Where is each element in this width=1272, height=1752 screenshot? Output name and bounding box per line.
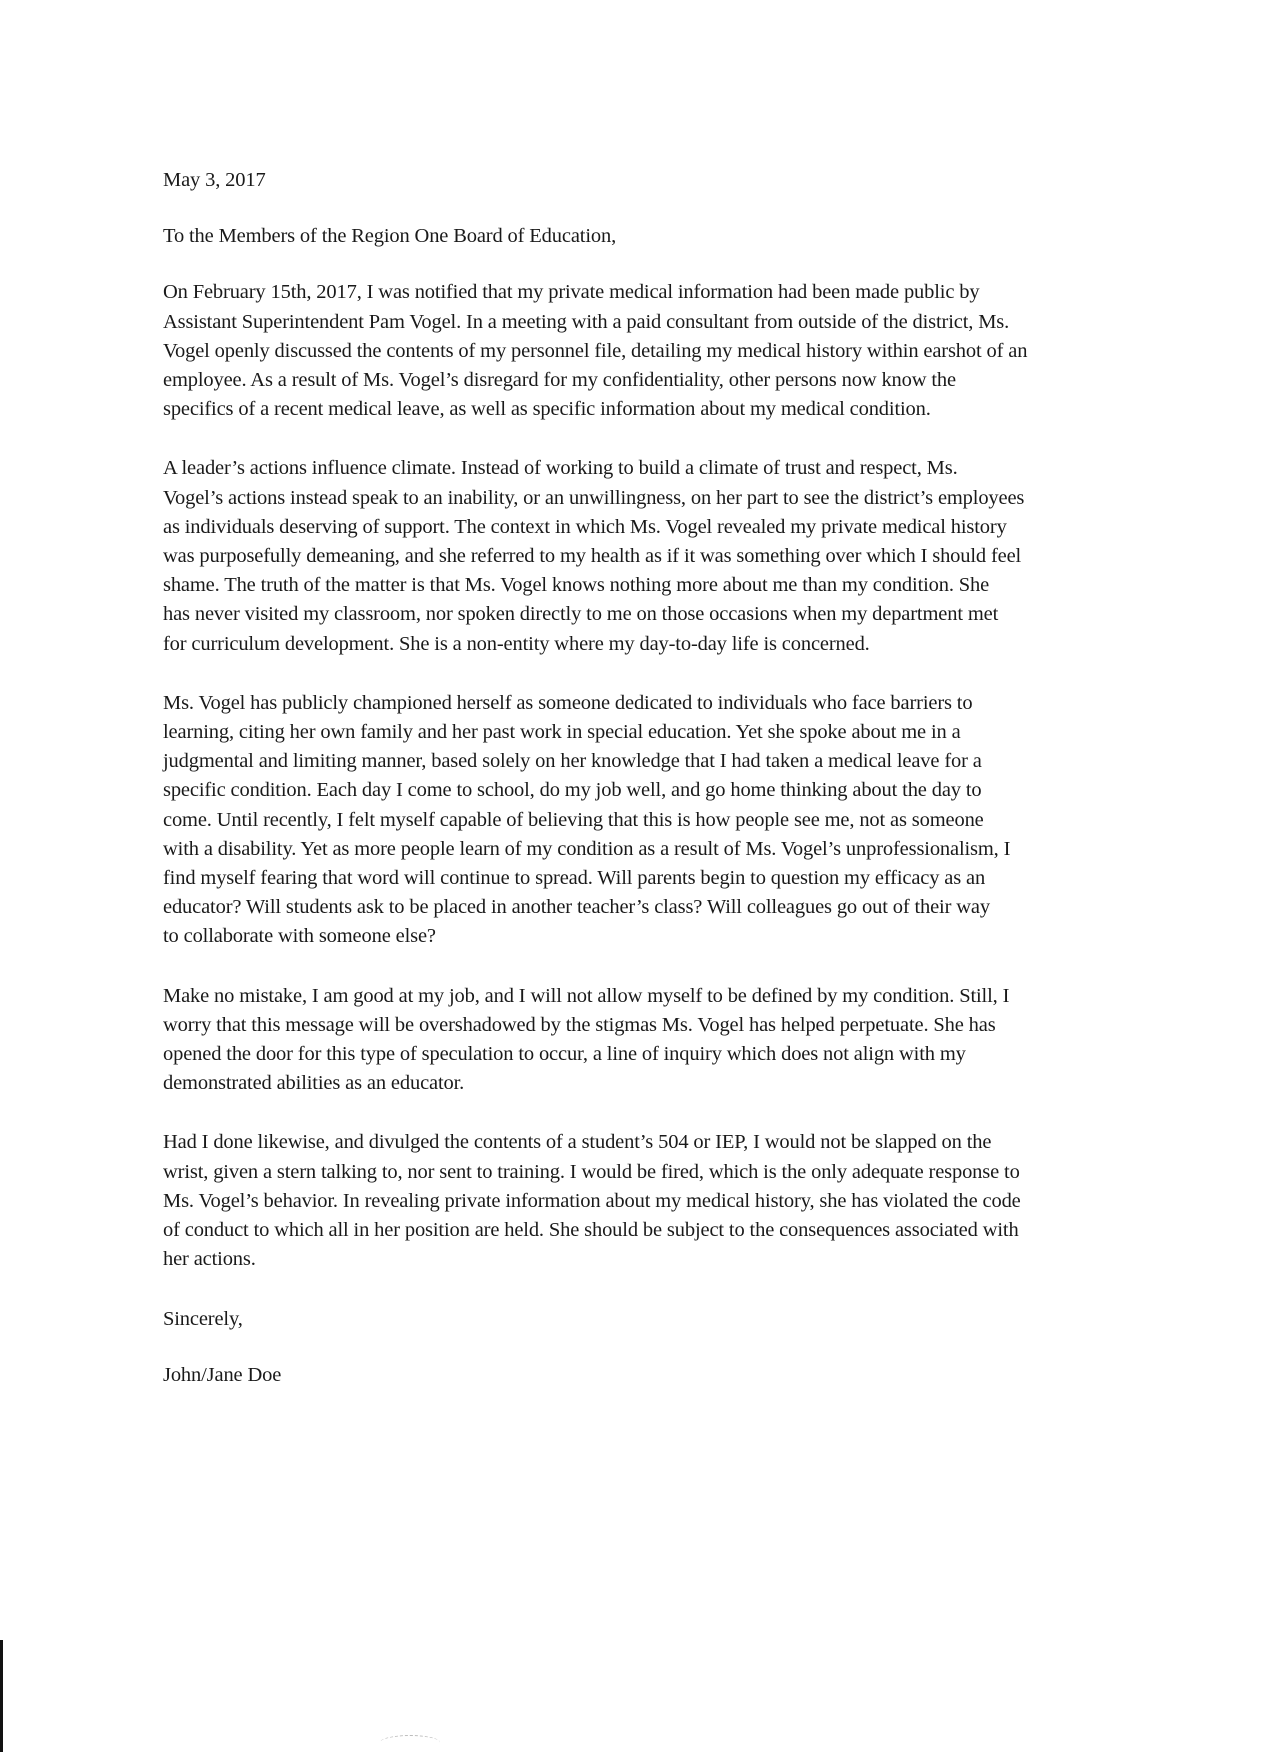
scan-edge-artifact	[0, 1640, 3, 1752]
paragraph-consequences	[163, 1128, 1163, 1274]
scan-smudge-artifact	[380, 1735, 440, 1750]
paragraph-leadership-climate	[163, 454, 1163, 658]
paragraph-line: her actions.	[163, 1248, 256, 1271]
paragraph-line: Ms. Vogel’s behavior. In revealing private information about my medical history, she has violated the code	[163, 1189, 1021, 1212]
paragraph-line: learning, citing her own family and her past work in special education. Yet she spoke about me in a	[163, 721, 961, 744]
paragraph-line: of conduct to which all in her position are held. She should be subject to the consequences associated with	[163, 1219, 1019, 1242]
paragraph-line: employee. As a result of Ms. Vogel’s disregard for my confidentiality, other persons now know the	[163, 369, 956, 392]
paragraph-line: as individuals deserving of support. The context in which Ms. Vogel revealed my private medical history	[163, 515, 1007, 538]
paragraph-line: demonstrated abilities as an educator.	[163, 1072, 465, 1095]
paragraph-line: On February 15th, 2017, I was notified that my private medical information had been made public by	[163, 281, 980, 304]
paragraph-line: wrist, given a stern talking to, nor sent to training. I would be fired, which is the only adequate response to	[163, 1160, 1020, 1183]
paragraph-line: was purposefully demeaning, and she referred to my health as if it was something over which I should feel	[163, 545, 1022, 568]
paragraph-line: Assistant Superintendent Pam Vogel. In a meeting with a paid consultant from outside of the district, Ms.	[163, 310, 1010, 333]
paragraph-competence	[163, 982, 1163, 1099]
letter-date: May 3, 2017	[163, 169, 266, 191]
letter-body	[163, 166, 1163, 1390]
paragraph-line: for curriculum development. She is a non-entity where my day-to-day life is concerned.	[163, 632, 870, 655]
paragraph-line: Had I done likewise, and divulged the contents of a student’s 504 or IEP, I would not be slapped on the	[163, 1131, 992, 1154]
letter-signature: John/Jane Doe	[163, 1363, 282, 1386]
paragraph-line: worry that this message will be overshadowed by the stigmas Ms. Vogel has helped perpetuate. She has	[163, 1013, 996, 1036]
paragraph-line: opened the door for this type of speculation to occur, a line of inquiry which does not align with my	[163, 1043, 966, 1066]
paragraph-line: Ms. Vogel has publicly championed herself as someone dedicated to individuals who face barriers to	[163, 691, 973, 714]
paragraph-line: Vogel’s actions instead speak to an inability, or an unwillingness, on her part to see the district’s employees	[163, 486, 1025, 509]
paragraph-line: come. Until recently, I felt myself capable of believing that this is how people see me, not as someone	[163, 808, 984, 831]
paragraph-line: specifics of a recent medical leave, as well as specific information about my medical condition.	[163, 398, 931, 421]
paragraph-line: Make no mistake, I am good at my job, and I will not allow myself to be defined by my condition. Still, I	[163, 984, 1010, 1007]
paragraph-line: with a disability. Yet as more people learn of my condition as a result of Ms. Vogel’s unprofessionalism, I	[163, 837, 1011, 860]
paragraph-line: specific condition. Each day I come to school, do my job well, and go home thinking about the day to	[163, 779, 982, 802]
paragraph-line: educator? Will students ask to be placed in another teacher’s class? Will colleagues go out of their way	[163, 896, 990, 919]
paragraph-line: Vogel openly discussed the contents of my personnel file, detailing my medical history within earshot of an	[163, 339, 1028, 362]
paragraph-line: to collaborate with someone else?	[163, 925, 436, 948]
paragraph-line: judgmental and limiting manner, based solely on her knowledge that I had taken a medical leave for a	[163, 750, 982, 773]
paragraph-personal-impact	[163, 689, 1163, 952]
paragraph-line: has never visited my classroom, nor spoken directly to me on those occasions when my department met	[163, 603, 999, 626]
paragraph-line: find myself fearing that word will continue to spread. Will parents begin to question my efficacy as an	[163, 867, 986, 890]
letter-salutation: To the Members of the Region One Board of Education,	[163, 225, 617, 248]
paragraph-line: shame. The truth of the matter is that Ms. Vogel knows nothing more about me than my condition. She	[163, 574, 990, 597]
letter-closing: Sincerely,	[163, 1307, 243, 1330]
paragraph-notification	[163, 278, 1163, 424]
paragraph-line: A leader’s actions influence climate. Instead of working to build a climate of trust and respect, Ms.	[163, 457, 958, 480]
